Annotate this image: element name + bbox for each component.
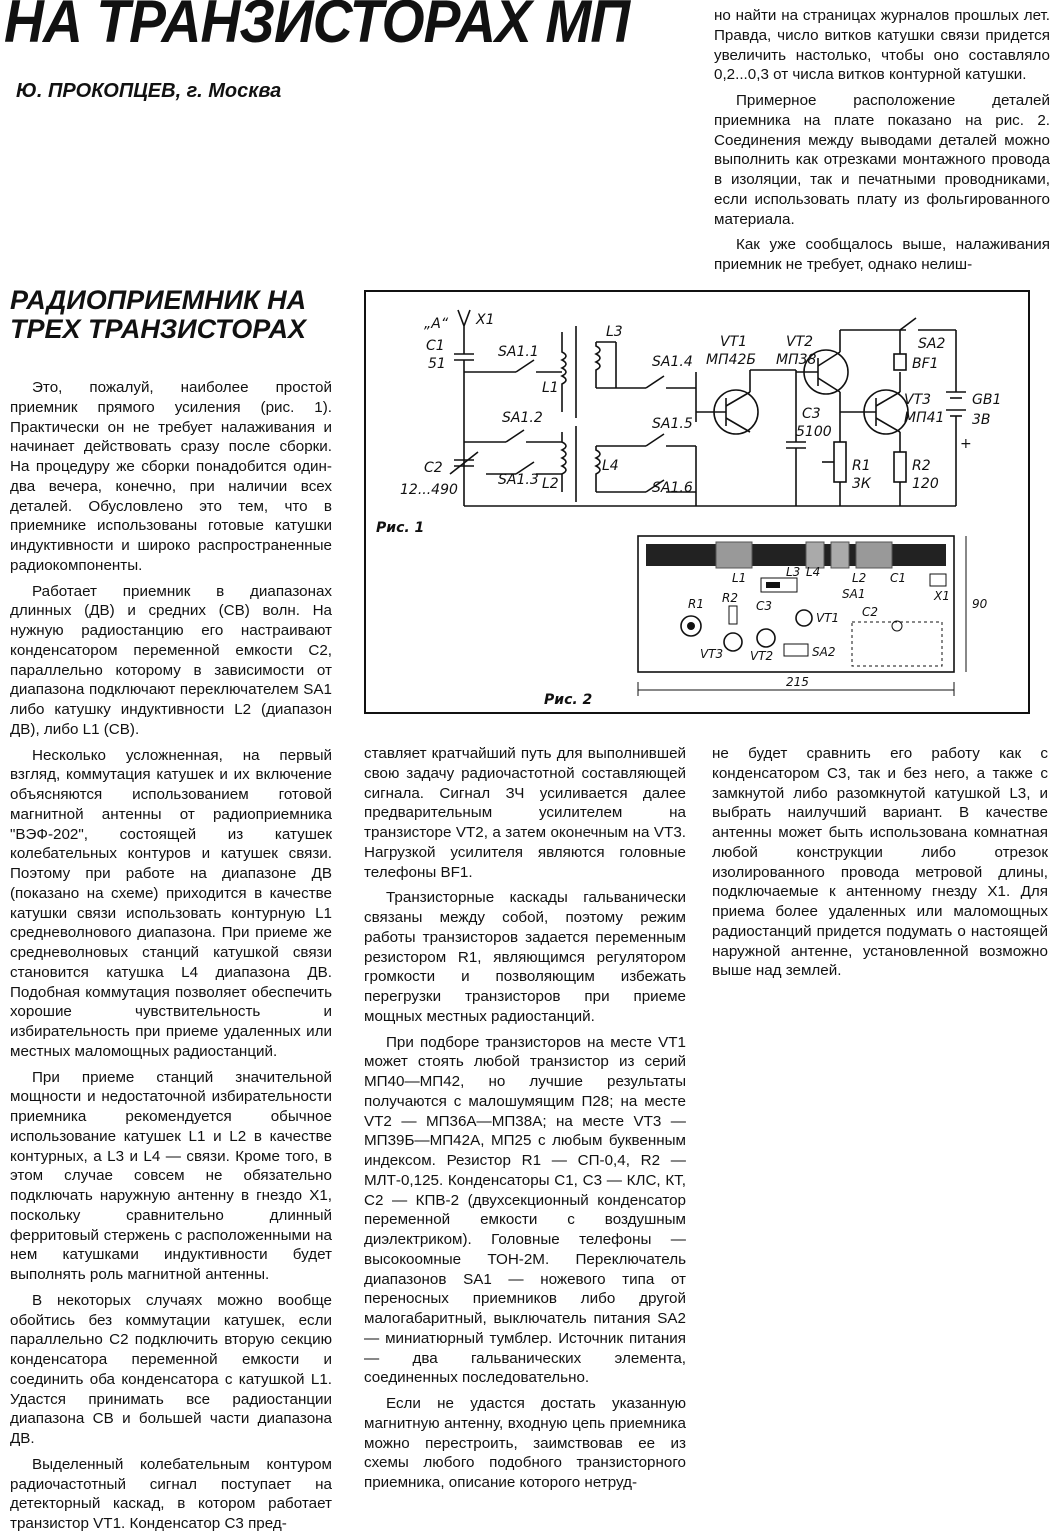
c2-label: C2 [424,460,443,476]
section-heading: РАДИОПРИЕМНИК НА ТРЕХ ТРАНЗИСТОРАХ [10,285,307,345]
l1-label: L1 [542,380,559,396]
vt1-model: МП42Б [706,352,757,368]
board-height-dim: 90 [972,597,988,611]
board-width-dim: 215 [786,675,809,689]
sa14-label: SA1.4 [652,354,693,370]
sa11-label: SA1.1 [498,344,539,360]
sa12-label: SA1.2 [502,410,543,426]
plus-sign: + [960,436,972,452]
c3-label: C3 [802,406,821,422]
sa15-label: SA1.5 [652,416,693,432]
top-right-column [714,6,1050,282]
left-column [10,378,332,1532]
board-r2-label: R2 [722,591,738,605]
paragraph: При подборе транзисторов на месте VT1 может стоять любой транзистор из серий МП40—МП42, но лучшие результаты получаются с малошумящим П28; на месте VT2 — МП36А—МП38А; на месте VT3 — МП39Б—МП42А, МП25 с любым буквенным индексом. Резистор R1 — СП-0,4, R2 — МЛТ-0,125. Конденсаторы C1, C3 — КЛС, КТ, C2 — КПВ-2 (двухсекционный конденсатор переменной емкости с воздушным диэлектриком). Головные телефоны — высокоомные ТОН-2М. Переключатель диапазонов SA1 — ножевого типа от переносных приемников либо другой малогабаритный, выключатель питания SA2 — миниатюрный тумблер. Источник питания — два гальванических элемента, соединенных последовательно. [364,1033,686,1387]
board-c1-label: C1 [890,571,907,585]
gb1-value: 3В [972,412,991,428]
sa16-label: SA1.6 [652,480,693,496]
paragraph: При приеме станций значительной мощности и недостаточной избирательности приемника рекомендуется обычное использование катушек L1 и L2 в качестве контурных, а L3 и L4 — связи. Кроме того, в этом случае совсем не обязательно подключать наружную антенну в гнездо X1, поскольку сравнительно длинный ферритовый стержень с расположенными на нем катушками индуктивности будет выполнять роль магнитной антенны. [10,1068,332,1283]
right-column [712,744,1048,1044]
board-x1-label: X1 [934,589,950,603]
r1-label: R1 [852,458,871,474]
r2-value: 120 [912,476,939,492]
middle-column [364,744,686,1491]
board-vt3-label: VT3 [700,647,724,661]
gb1-label: GB1 [972,392,1002,408]
vt1-label: VT1 [720,334,748,350]
board-sa2-label: SA2 [812,645,836,659]
board-l3-label: L3 [786,565,801,579]
sa2-label: SA2 [918,336,946,352]
l2-label: L2 [542,476,559,492]
paragraph: Это, пожалуй, наиболее простой приемник прямого усиления (рис. 1). Практически он не требует налаживания и начинает действовать сразу после сборки. На процедуру же сборки понадобится один-два вечера, конечно, при наличии всех деталей. Обусловлено это тем, что в приемнике использованы готовые катушки индуктивности и широко распространенные радиокомпоненты. [10,379,332,574]
paragraph: Несколько усложненная, на первый взгляд, коммутация катушек и их включение объясняются использованием готовой магнитной антенны от радиоприемника "ВЭФ-202", состоящей из катушек колебательных контуров и катушек связи. Поэтому при работе на диапазоне ДВ (показано на схеме) приходится в качестве катушки связи использовать контурную L1 средневолнового диапазона. При приеме же средневолновых станций катушкой связи становится катушка L4 диапазона ДВ. Подобная коммутация позволяет обеспечить хорошие чувствительность и избирательность при приеме удаленных или местных маломощных радиостанций. [10,746,332,1060]
paragraph: Транзисторные каскады гальванически связаны между собой, поэтому режим работы транзисторов задается переменным резистором R1, являющимся регулятором громкости и позволяющим избежать перегрузки транзисторов при приеме мощных местных радиостанций. [364,889,686,1025]
article-headline: НА ТРАНЗИСТОРАХ МП [4,0,630,55]
board-labels [688,565,988,689]
paragraph: но найти на страницах журналов прошлых лет. Правда, число витков катушки связи придется увеличить настолько, чтобы оно составляло 0,2...0,3 от числа витков контурной катушки. [714,7,1050,84]
r1-value: 3К [852,476,871,492]
paragraph: В некоторых случаях можно вообще обойтись без коммутации катушек, если параллельно C2 подключить вторую секцию конденсатора переменной емкости и соединить оба конденсатора с катушкой L1. Удастся принимать все радиостанции диапазона СВ и большей части диапазона ДВ. [10,1291,332,1447]
sa13-label: SA1.3 [498,472,539,488]
r2-label: R2 [912,458,931,474]
board-layout [638,536,966,696]
board-l2-label: L2 [852,571,867,585]
paragraph: Работает приемник в диапазонах длинных (ДВ) и средних (СВ) волн. На нужную радиостанцию его настраивают конденсатором переменной емкости C2, параллельно которому в зависимости от диапазона подключают переключателем SA1 либо катушку индуктивности L2 (диапазон ДВ), либо L1 (СВ). [10,582,332,738]
board-c3-label: C3 [756,599,773,613]
figures-svg [366,292,1028,712]
schematic-labels [400,312,1001,498]
board-vt1-label: VT1 [816,611,840,625]
figure2-caption: Рис. 2 [544,692,593,708]
c3-value: 5100 [796,424,832,440]
board-c2-label: C2 [862,605,879,619]
l3-label: L3 [606,324,623,340]
board-l4-label: L4 [806,565,821,579]
c2-value: 12...490 [400,482,458,498]
board-sa1-label: SA1 [842,587,866,601]
paragraph: не будет сравнить его работу как с конденсатором C3, так и без него, а также с замкнутой либо разомкнутой катушкой L3, и выбрать наилучший вариант. В качестве антенны может быть использована комнатная любой конструкции либо отрезок изолированного провода метровой длины, подключаемые к антенному гнезду X1. Для приема более удаленных или маломощных радиостанций придется подумать о настоящей наружной антенне, установленной возможно выше над землей. [712,745,1048,980]
author-byline: Ю. ПРОКОПЦЕВ, г. Москва [16,80,282,102]
vt3-model: МП41 [904,410,945,426]
figure1-caption: Рис. 1 [376,520,425,536]
x1-label: X1 [476,312,495,328]
figure-box [364,290,1030,714]
vt2-model: МП38 [776,352,817,368]
board-l1-label: L1 [732,571,747,585]
board-vt2-label: VT2 [750,649,774,663]
paragraph: Примерное расположение деталей приемника на плате показано на рис. 2. Соединения между выводами деталей можно выполнить как отрезками монтажного провода в изоляции, так и печатными проводниками, если использовать плату из фольгированного материала. [714,92,1050,228]
l4-label: L4 [602,458,619,474]
bf1-label: BF1 [912,356,939,372]
c1-label: C1 [426,338,445,354]
antenna-label: „А“ [424,316,449,332]
board-r1-label: R1 [688,597,704,611]
paragraph: ставляет кратчайший путь для выполнившей свою задачу радиочастотной составляющей сигнала. Сигнал ЗЧ усиливается далее предварительным усилителем на транзисторе VT2, а затем оконечным на VT3. Нагрузкой усилителя являются головные телефоны BF1. [364,745,686,881]
paragraph: Если не удастся достать указанную магнитную антенну, входную цепь приемника можно перестроить, заимствовав ее из схемы любого подобного транзисторного приемника, описание которого нетруд- [364,1395,686,1491]
vt3-label: VT3 [904,392,932,408]
paragraph: Выделенный колебательным контуром радиочастотный сигнал поступает на детекторный каскад, в котором работает транзистор VT1. Конденсатор C3 пред- [10,1455,332,1532]
c1-value: 51 [428,356,446,372]
vt2-label: VT2 [786,334,814,350]
paragraph: Как уже сообщалось выше, налаживания приемник не требует, однако нелиш- [714,236,1050,273]
